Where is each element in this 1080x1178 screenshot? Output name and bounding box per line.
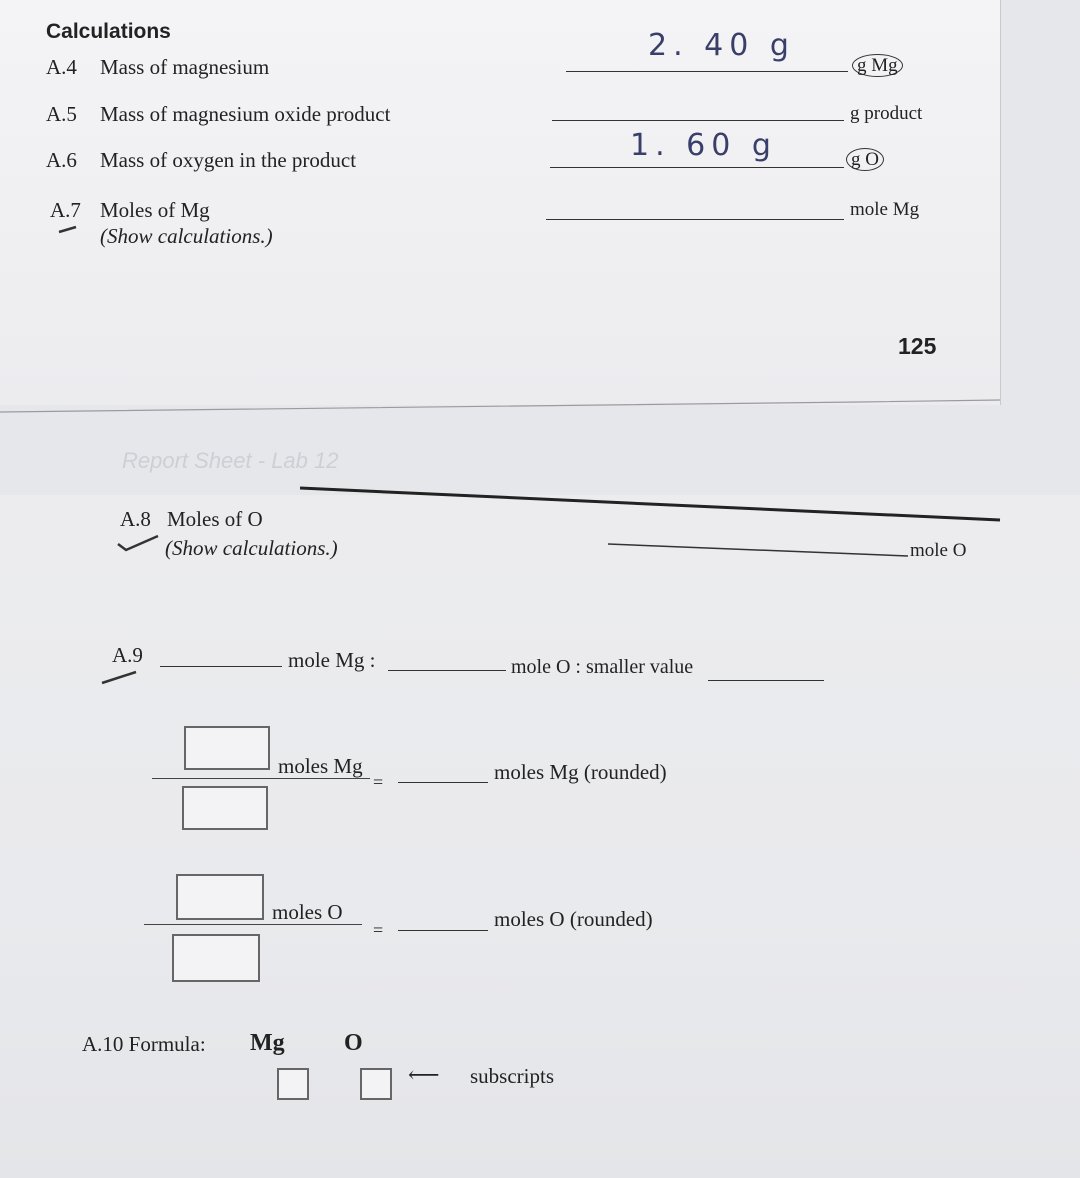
ratio-o-numerator-box[interactable] <box>176 874 264 920</box>
a10-label: A.10 Formula: <box>82 1032 206 1056</box>
a9-smaller-blank[interactable] <box>708 680 824 681</box>
a9-checkmark <box>100 670 140 686</box>
a9-o-blank[interactable] <box>388 670 506 671</box>
a4-number: A.4 <box>46 55 77 79</box>
a4-answer-line[interactable] <box>566 71 848 72</box>
a8-note: (Show calculations.) <box>165 536 338 560</box>
a4-label: Mass of magnesium <box>100 55 270 79</box>
a8-unit: mole O <box>910 540 967 561</box>
a7-unit: mole Mg <box>850 199 920 220</box>
ratio-o-label: moles O <box>272 900 343 924</box>
a6-handwritten-value: 1. 60 g <box>630 128 777 163</box>
a6-unit-text: g O <box>846 148 884 171</box>
a7-label: Moles of Mg <box>100 198 210 222</box>
ratio-mg-result: moles Mg (rounded) <box>494 760 667 784</box>
header-rule <box>300 478 1010 528</box>
section-title: Calculations <box>46 20 171 43</box>
a7-answer-line[interactable] <box>546 219 844 220</box>
ratio-mg-equals: = <box>373 772 384 792</box>
a10-mg: Mg <box>250 1030 285 1056</box>
a9-number: A.9 <box>112 643 143 667</box>
ratio-mg-denominator-box[interactable] <box>182 786 268 830</box>
ratio-o-equals: = <box>373 920 384 940</box>
page-number: 125 <box>898 333 937 359</box>
a5-label: Mass of magnesium oxide product <box>100 102 391 126</box>
a6-answer-line[interactable] <box>550 167 844 168</box>
a8-label: Moles of O <box>167 507 263 531</box>
ghost-header: Report Sheet - Lab 12 <box>122 448 339 473</box>
a4-unit-text: g Mg <box>852 54 903 77</box>
ratio-mg-numerator-box[interactable] <box>184 726 270 770</box>
a5-number: A.5 <box>46 102 77 126</box>
a8-answer-line[interactable] <box>608 540 908 560</box>
a7-note: (Show calculations.) <box>100 224 273 248</box>
ratio-mg-blank[interactable] <box>398 782 488 783</box>
a6-unit <box>846 149 884 171</box>
subscripts-label: subscripts <box>470 1064 554 1088</box>
a9-mg-blank[interactable] <box>160 666 282 667</box>
a4-unit <box>852 55 903 77</box>
ratio-o-denominator-box[interactable] <box>172 934 260 982</box>
page-edge <box>0 398 1080 428</box>
arrow-left-icon: ⟵ <box>408 1062 440 1087</box>
a10-o: O <box>344 1030 363 1056</box>
ratio-mg-label: moles Mg <box>278 754 363 778</box>
a5-answer-line[interactable] <box>552 120 844 121</box>
a6-label: Mass of oxygen in the product <box>100 148 357 172</box>
a9-mole-mg: mole Mg : <box>288 648 376 672</box>
a4-handwritten-value: 2. 40 g <box>648 28 795 63</box>
a10-o-subscript-box[interactable] <box>360 1068 392 1100</box>
a8-number: A.8 <box>120 507 151 531</box>
ratio-o-blank[interactable] <box>398 930 488 931</box>
a8-checkmark <box>116 532 160 552</box>
a10-mg-subscript-box[interactable] <box>277 1068 309 1100</box>
a6-number: A.6 <box>46 148 77 172</box>
ratio-o-result: moles O (rounded) <box>494 907 653 931</box>
a5-unit: g product <box>850 103 923 124</box>
a7-number: A.7 <box>50 198 81 222</box>
a9-mole-o: mole O : smaller value <box>511 656 694 678</box>
a7-checkmark <box>58 224 78 234</box>
